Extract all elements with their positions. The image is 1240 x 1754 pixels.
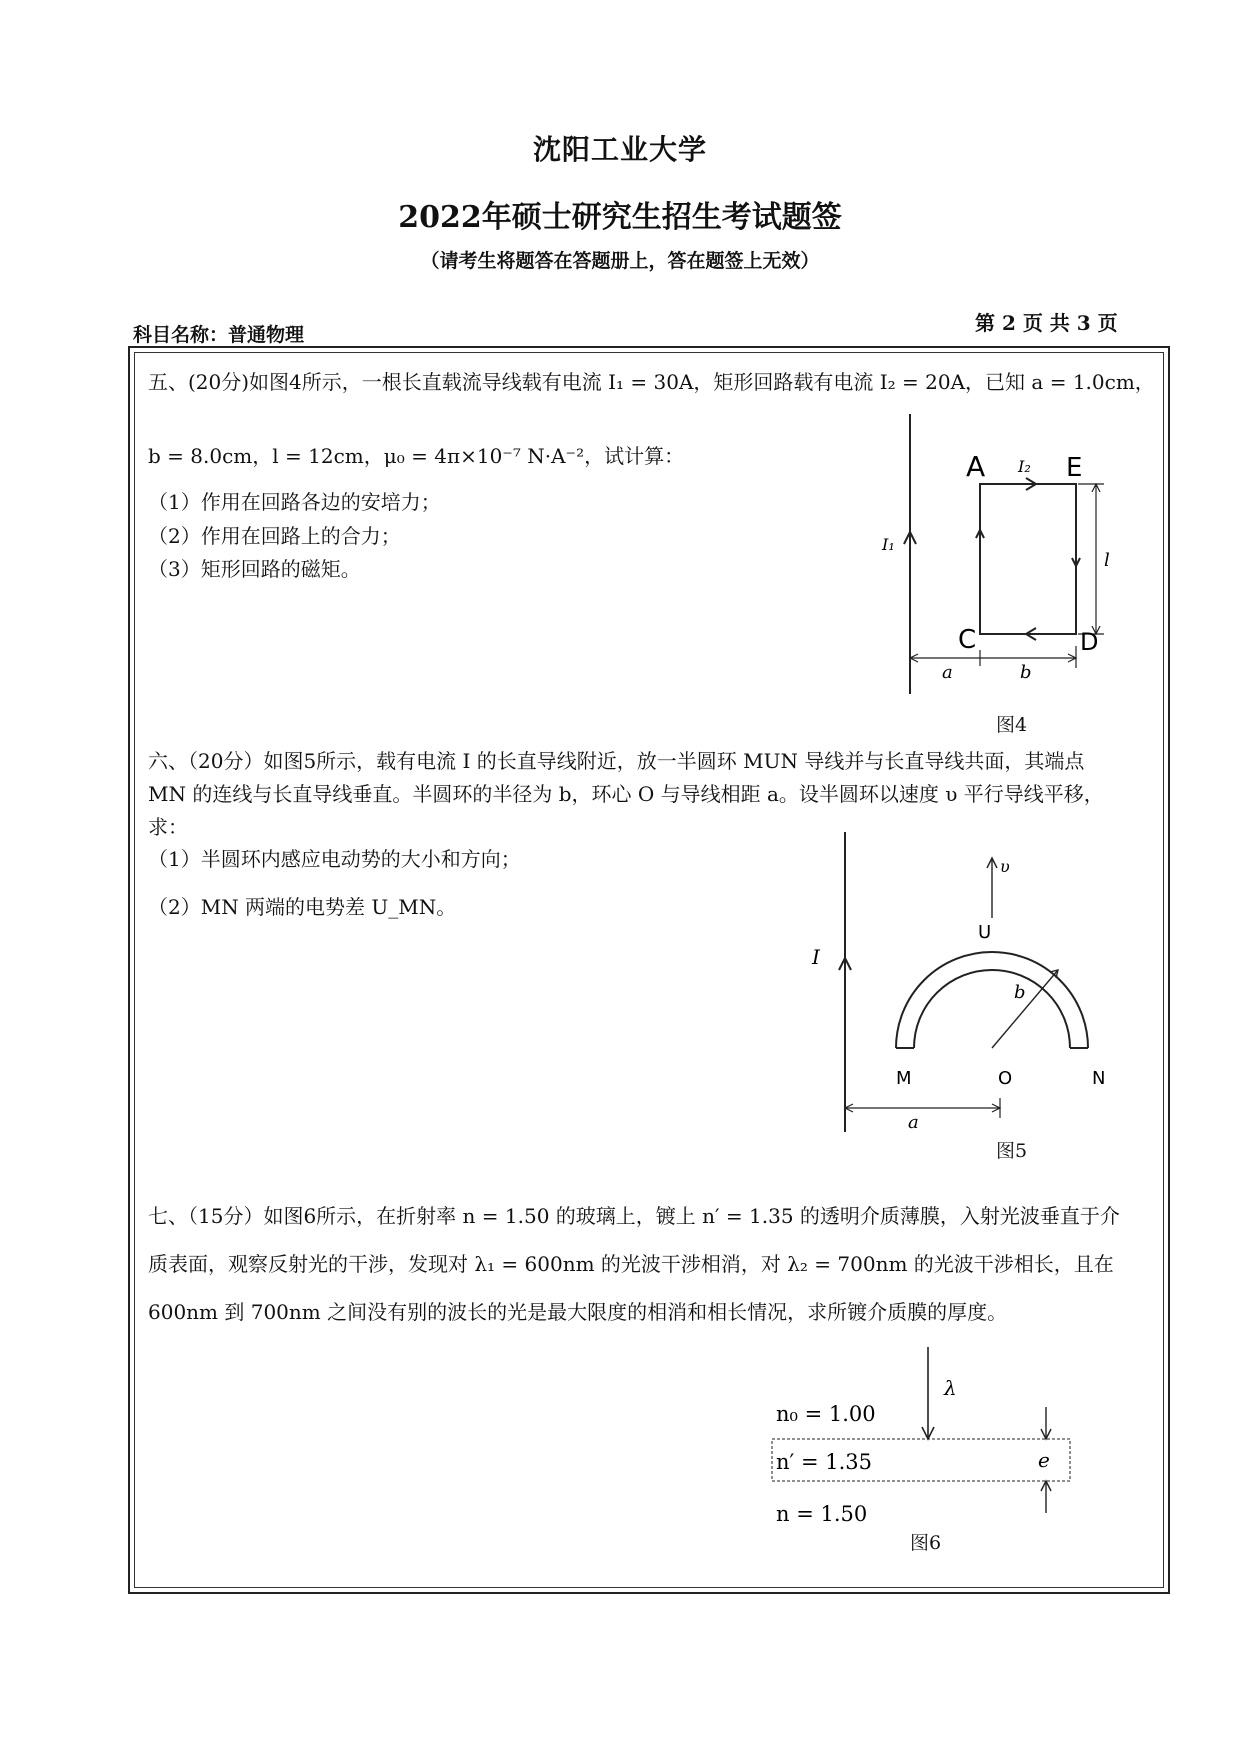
q5-item-2: （2）作用在回路上的合力； — [148, 524, 401, 548]
fig5-label-u: U — [978, 922, 992, 943]
fig6-label-lambda: λ — [944, 1376, 957, 1400]
fig5-label-i: I — [812, 945, 820, 969]
fig5-label-n: N — [1092, 1068, 1106, 1089]
page-info: 第 2 页 共 3 页 — [975, 311, 1118, 335]
fig4-label-i1: I₁ — [882, 535, 895, 554]
fig6-label-e: e — [1038, 1448, 1050, 1472]
figure-5 — [800, 830, 1130, 1140]
fig6-label-n: n = 1.50 — [776, 1502, 868, 1526]
fig6-label-n0: n₀ = 1.00 — [776, 1402, 876, 1426]
fig4-label-d-corner: D — [1080, 628, 1099, 656]
fig4-label-i2: I₂ — [1018, 457, 1031, 476]
q6-line-3: 求： — [148, 815, 188, 839]
fig4-label-e-corner: E — [1066, 453, 1083, 483]
figure-6-caption: 图6 — [910, 1532, 942, 1554]
q6-item-1: （1）半圆环内感应电动势的大小和方向； — [148, 847, 521, 871]
fig5-label-a: a — [908, 1112, 919, 1133]
q6-line-1: 六、（20分）如图5所示，载有电流 I 的长直导线附近，放一半圆环 MUN 导线并与长直导线共面，其端点 — [148, 749, 1085, 773]
exam-title: 2022年硕士研究生招生考试题签 — [398, 200, 842, 235]
fig4-label-a: a — [942, 662, 953, 683]
q7-line-3: 600nm 到 700nm 之间没有别的波长的光是最大限度的相消和相长情况，求所镀介质膜的厚度。 — [148, 1300, 1008, 1324]
fig4-label-l: l — [1104, 550, 1110, 571]
fig5-label-m: M — [896, 1068, 912, 1089]
figure-4-caption: 图4 — [996, 714, 1028, 736]
q5-line-2: b = 8.0cm，l = 12cm，μ₀ = 4π×10⁻⁷ N·A⁻²，试计算： — [148, 444, 685, 468]
fig5-label-o: O — [998, 1068, 1013, 1089]
figure-6 — [760, 1345, 1090, 1555]
q5-item-1: （1）作用在回路各边的安培力； — [148, 490, 441, 514]
fig5-label-v: υ — [1000, 857, 1010, 876]
fig4-label-b: b — [1020, 662, 1032, 683]
fig6-label-nprime: n′ = 1.35 — [776, 1450, 872, 1474]
subject-name: 科目名称：普通物理 — [133, 324, 305, 346]
fig4-label-a-corner: A — [966, 450, 986, 483]
fig5-label-b: b — [1014, 982, 1026, 1003]
exam-note: （请考生将题答在答题册上，答在题签上无效） — [420, 250, 820, 272]
q6-item-2: （2）MN 两端的电势差 U_MN。 — [148, 895, 457, 919]
school-name: 沈阳工业大学 — [532, 133, 707, 166]
q7-line-1: 七、（15分）如图6所示，在折射率 n = 1.50 的玻璃上，镀上 n′ = 1.35 的透明介质薄膜，入射光波垂直于介 — [148, 1204, 1120, 1228]
q5-line-1: 五、(20分)如图4所示，一根长直载流导线载有电流 I₁ = 30A，矩形回路载有电流 I₂ = 20A，已知 a = 1.0cm， — [148, 370, 1155, 394]
q7-line-2: 质表面，观察反射光的干涉，发现对 λ₁ = 600nm 的光波干涉相消，对 λ₂ = 700nm 的光波干涉相长，且在 — [148, 1252, 1114, 1276]
q6-line-2: MN 的连线与长直导线垂直。半圆环的半径为 b，环心 O 与导线相距 a。设半圆环以速度 υ 平行导线平移， — [148, 782, 1104, 806]
fig4-label-c-corner: C — [958, 625, 977, 655]
q5-item-3: （3）矩形回路的磁矩。 — [148, 557, 361, 581]
figure-4 — [860, 410, 1140, 700]
figure-5-caption: 图5 — [996, 1140, 1028, 1162]
